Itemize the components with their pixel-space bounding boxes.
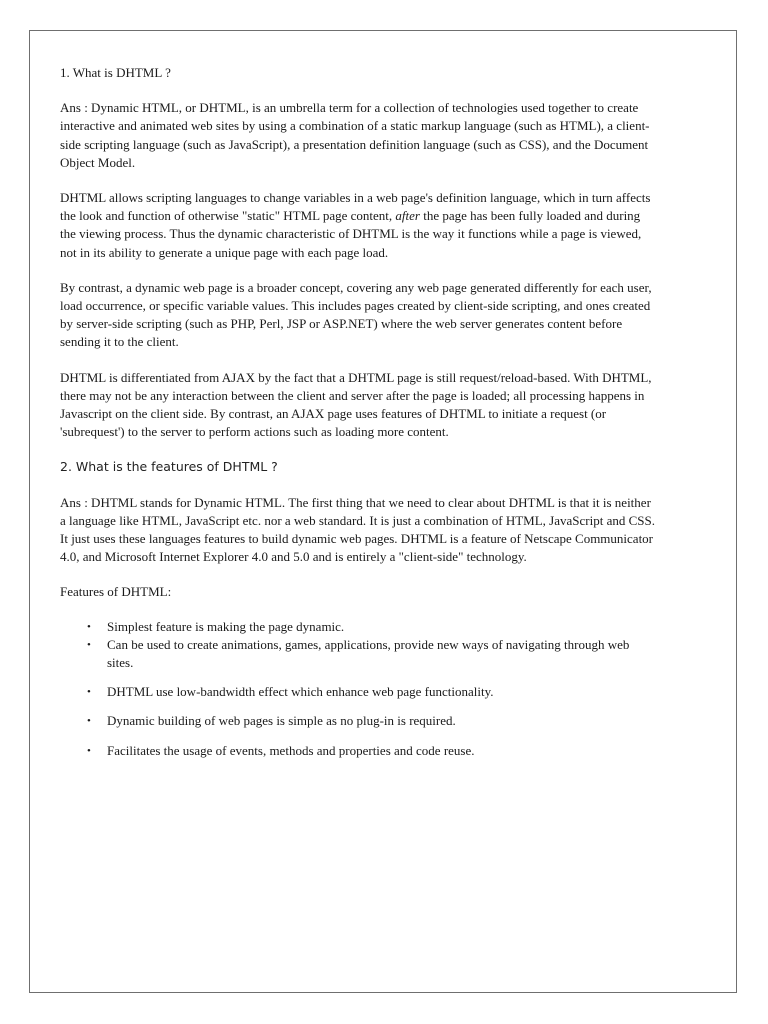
paragraph-text: the page has been fully loaded and during the viewing process. Thus the dynamic characteristic of DHTML is the way it functions while a page is viewed, not in its ability to generate a unique page with each page load. [60, 208, 642, 260]
bullet-icon: • [87, 715, 91, 728]
question-2-title: 2. What is the features of DHTML ? [60, 459, 278, 475]
paragraph-text: DHTML allows scripting languages to change variables in a web page's definition language, which in turn affects the look and function of otherwise "static" HTML page content, [60, 190, 651, 224]
document-body [60, 64, 655, 760]
features-list [60, 618, 655, 760]
bullet-icon: • [87, 686, 91, 699]
answer-1-paragraph-2 [60, 189, 655, 262]
answer-2-paragraph: Ans : DHTML stands for Dynamic HTML. The first thing that we need to clear about DHTML is that it is neither a language like HTML, JavaScript etc. nor a web standard. It is just a combination of HTML, JavaScript and CSS. It just uses these languages features to build dynamic web pages. DHTML is a feature of Netscape Communicator 4.0, and Microsoft Internet Explorer 4.0 and 5.0 and is entirely a "client-side" technology. [60, 494, 655, 565]
features-heading: Features of DHTML: [60, 584, 172, 600]
list-item [87, 712, 655, 730]
question-1-title: 1. What is DHTML ? [60, 65, 171, 80]
bullet-icon: • [87, 638, 91, 651]
answer-1-paragraph-3: By contrast, a dynamic web page is a broader concept, covering any web page generated differently for each user, load occurrence, or specific variable values. This includes pages created by client-side scripting, and ones created by server-side scripting (such as PHP, Perl, JSP or ASP.NET) where the web server generates content before sending it to the client. [60, 279, 652, 350]
list-item-text: Simplest feature is making the page dynamic. [107, 618, 345, 634]
list-item-text: Facilitates the usage of events, methods and properties and code reuse. [107, 742, 475, 758]
list-item [87, 618, 655, 636]
answer-1-paragraph-1: Ans : Dynamic HTML, or DHTML, is an umbrella term for a collection of technologies used together to create interactive and animated web sites by using a combination of a static markup language (such as HTML), a client-side scripting language (such as JavaScript), a presentation definition language (such as CSS), and the Document Object Model. [60, 100, 650, 170]
emphasis-after: after [395, 208, 420, 224]
bullet-icon: • [87, 744, 91, 757]
list-item [87, 742, 655, 760]
list-item-text: Can be used to create animations, games, applications, provide new ways of navigating through web sites. [107, 636, 630, 671]
bullet-icon: • [87, 620, 91, 633]
list-item [87, 636, 655, 672]
answer-1-paragraph-4: DHTML is differentiated from AJAX by the fact that a DHTML page is still request/reload-based. With DHTML, there may not be any interaction between the client and server after the page is loaded; all processing happens in Javascript on the client side. By contrast, an AJAX page uses features of DHTML to initiate a request (or 'subrequest') to the server to perform actions such as loading more content. [60, 369, 652, 440]
list-item [87, 683, 655, 701]
list-item-text: Dynamic building of web pages is simple as no plug-in is required. [107, 713, 456, 729]
list-item-text: DHTML use low-bandwidth effect which enhance web page functionality. [107, 684, 494, 700]
